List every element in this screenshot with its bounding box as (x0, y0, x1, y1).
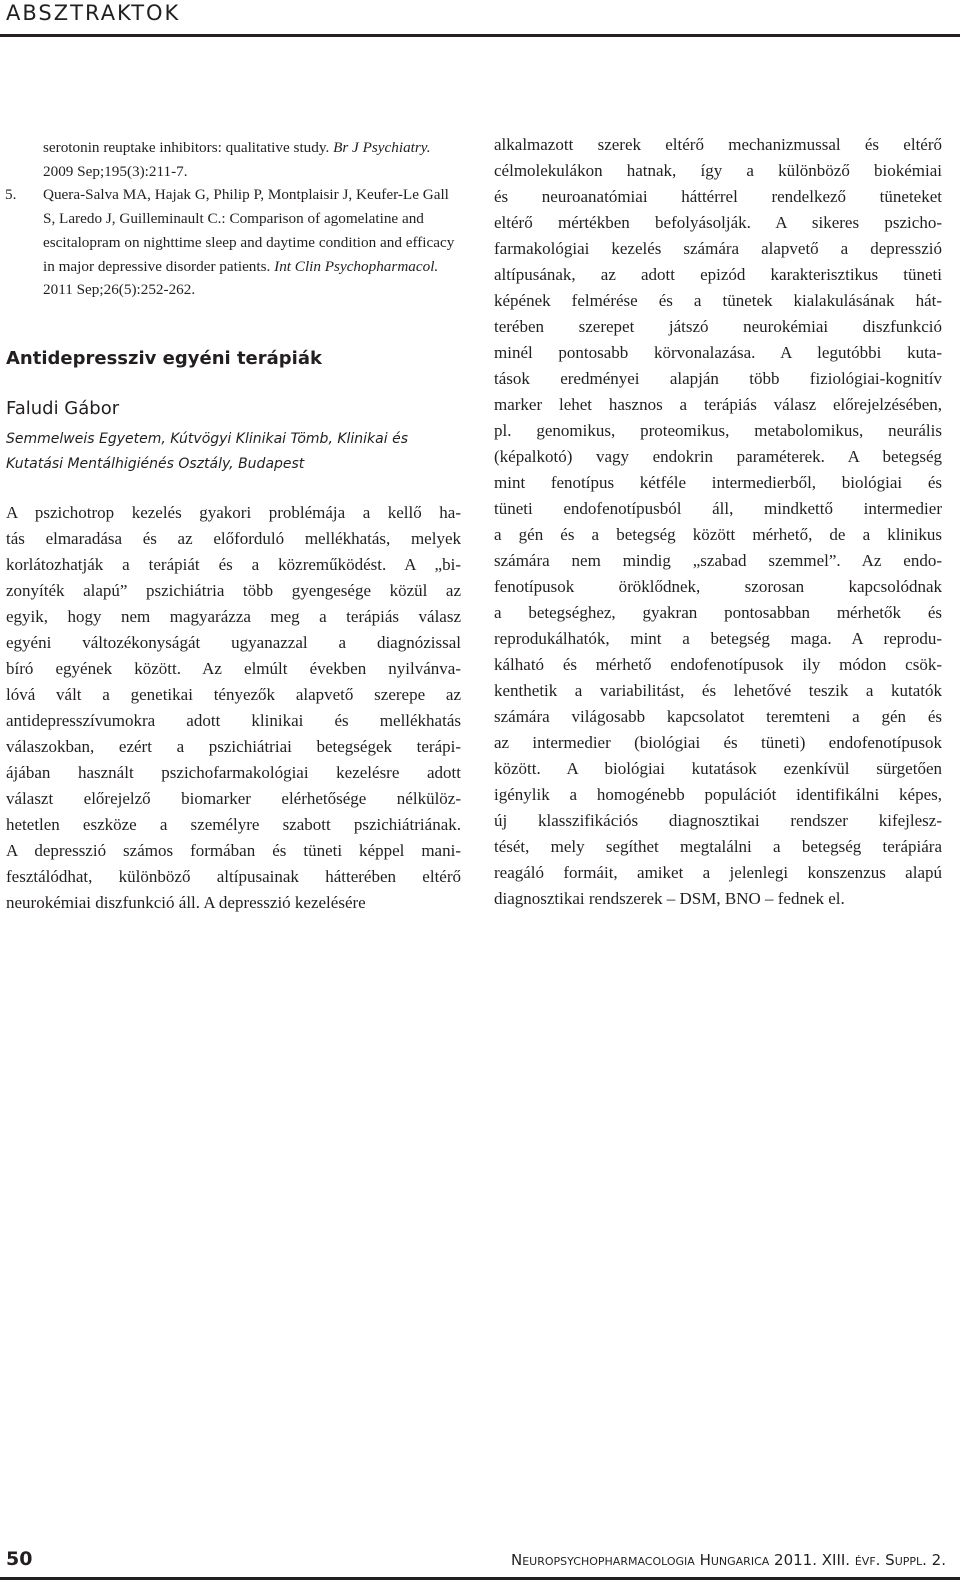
body-line: pl. genomikus, proteomikus, metabolomikus, neurális (494, 421, 942, 440)
running-header (0, 0, 960, 37)
reference-list (6, 136, 461, 302)
body-line: (képalkotó) vagy endokrin paraméterek. A betegség (494, 447, 942, 466)
body-line: altípusának, az adott epizód karakterisztikus tüneti (494, 265, 942, 284)
body-line: reagáló formáit, amiket a jelenlegi konszenzus alapú (494, 863, 942, 882)
body-line: tások eredményei alapján több fiziológiai-kognitív (494, 369, 942, 388)
article-title: Antidepressziv egyéni terápiák (6, 348, 322, 369)
body-line: célmolekulákon hatnak, így a különböző biokémiai (494, 161, 942, 180)
reference-details: 2009 Sep;195(3):211-7. (43, 162, 188, 180)
body-line: választ előrejelző biomarker elérhetősége nélkülöz- (6, 789, 461, 808)
body-line: reprodukálhatók, mint a betegség maga. A reprodu- (494, 629, 942, 648)
journal-volume: évf. Suppl. 2. (854, 1551, 946, 1569)
body-line: kenthetik a variabilitást, és lehetővé teszik a kutatók (494, 681, 942, 700)
reference-journal: Int Clin Psychopharmacol. (274, 257, 439, 275)
body-line: zonyíték alapú” pszichiátria több gyengesége közül az (6, 581, 461, 600)
body-line: A pszichotrop kezelés gyakori problémája a kellő ha- (6, 503, 461, 522)
body-line: korlátozhatják a terápiát és a közreműködést. A „bi- (6, 555, 461, 574)
author-affiliation (6, 427, 456, 477)
body-line: marker lehet hasznos a terápiás válasz előrejelzésében, (494, 395, 942, 414)
body-line: egyéni változékonyságát ugyanazzal a diagnózissal (6, 633, 461, 652)
author-name: Faludi Gábor (6, 398, 120, 419)
reference-item (6, 136, 461, 183)
body-line: mint fenotípus kétféle intermedierből, biológiai és (494, 473, 942, 492)
body-line: új klasszifikációs diagnosztikai rendszer kifejlesz- (494, 811, 942, 830)
reference-text: Quera-Salva MA, Hajak G, Philip P, Montplaisir J, Keufer-Le Gall S, Laredo J, Guilleminault C.: Comparison of agomelatine and escitalopram on nighttime sleep and daytime condition and efficacy in major depressive disorder patients. (43, 186, 455, 275)
affiliation-line: Semmelweis Egyetem, Kútvögyi Klinikai Tömb, Klinikai és (6, 431, 408, 447)
body-line: bíró egyének között. Az elmúlt években nyilvánva- (6, 659, 461, 678)
journal-name: Neuropsychopharmacologia Hungarica (511, 1551, 770, 1569)
body-line: számára világosabb kapcsolatot teremteni a gén és (494, 707, 942, 726)
abstract-body-left (6, 500, 461, 916)
body-line: eltérő mértékben befolyásolják. A sikeres pszicho- (494, 213, 942, 232)
body-line: lóvá vált a genetikai tényezők alapvető szerepe az (6, 685, 461, 704)
body-line: tüneti endofenotípusból áll, mindkettő intermedier (494, 499, 942, 518)
body-line: neurokémiai diszfunkció áll. A depresszió kezelésére (6, 893, 366, 912)
journal-citation (511, 1551, 946, 1569)
body-line: számára nem mindig „szabad szemmel”. Az endo- (494, 551, 942, 570)
body-line: diagnosztikai rendszerek – DSM, BNO – fednek el. (494, 889, 845, 908)
body-line: egyik, hogy nem magyarázza meg a terápiás válasz (6, 607, 461, 626)
page-number: 50 (6, 1548, 33, 1570)
body-line: a gén és a betegség között mérhető, de a klinikus (494, 525, 942, 544)
body-line: igénylik a homogénebb populációt identifikálni képes, (494, 785, 942, 804)
section-title: ABSZTRAKTOK (6, 1, 181, 25)
reference-item (6, 183, 461, 302)
body-line: tését, mely segíthet megtalálni a betegség terápiára (494, 837, 942, 856)
abstract-body-right (494, 132, 942, 912)
body-line: A depresszió számos formában és tüneti képpel mani- (6, 841, 461, 860)
body-line: antidepresszívumokra adott klinikai és mellékhatás (6, 711, 461, 730)
body-line: minél pontosabb körvonalazása. A legutóbbi kuta- (494, 343, 942, 362)
affiliation-line: Kutatási Mentálhigiénés Osztály, Budapest (6, 456, 305, 472)
body-line: terében szerepet játszó neurokémiai diszfunkció (494, 317, 942, 336)
journal-issue: 2011. XIII. (769, 1551, 855, 1569)
body-line: farmakológiai kezelés számára alapvető a depresszió (494, 239, 942, 258)
body-line: képének felmérése és a tünetek kialakulásának hát- (494, 291, 942, 310)
body-line: a betegséghez, gyakran pontosabban mérhetők és (494, 603, 942, 622)
body-line: ájában használt pszichofarmakológiai kezelésre adott (6, 763, 461, 782)
footer-rule (0, 1577, 960, 1580)
body-line: között. A biológiai kutatások ezenkívül sürgetően (494, 759, 942, 778)
reference-journal: Br J Psychiatry. (333, 139, 431, 156)
body-line: hetetlen eszköze a személyre szabott pszichiátriának. (6, 815, 461, 834)
body-line: és neuroanatómiai háttérrel rendelkező tüneteket (494, 187, 942, 206)
header-rule (0, 34, 960, 37)
body-line: fesztálódhat, különböző altípusainak hátterében eltérő (6, 867, 461, 886)
body-line: kálható és mérhető endofenotípusok ily módon csök- (494, 655, 942, 674)
body-line: fenotípusok öröklődnek, szorosan kapcsolódnak (494, 577, 942, 596)
body-line: az intermedier (biológiai és tüneti) endofenotípusok (494, 733, 942, 752)
body-line: tás elmaradása és az előforduló mellékhatás, melyek (6, 529, 461, 548)
reference-details: 2011 Sep;26(5):252-262. (43, 281, 196, 299)
reference-number: 5. (5, 186, 17, 204)
body-line: válaszokban, ezért a pszichiátriai betegségek terápi- (6, 737, 461, 756)
reference-text: serotonin reuptake inhibitors: qualitative study. (43, 139, 334, 156)
body-line: alkalmazott szerek eltérő mechanizmussal és eltérő (494, 135, 942, 154)
